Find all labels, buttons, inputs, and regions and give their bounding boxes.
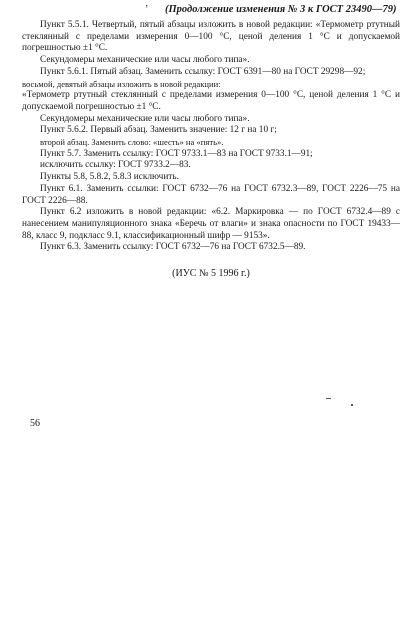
scan-speck — [351, 404, 353, 406]
paragraph: второй абзац. Заменить слово: «шесть» на «пять». — [40, 137, 224, 148]
document-body — [22, 20, 400, 280]
paragraph: Пункт 5.7. Заменить ссылку: ГОСТ 9733.1—83 на ГОСТ 9733.1—91; — [40, 148, 313, 159]
paragraph: восьмой, девятый абзацы изложить в новой редакции: — [22, 78, 221, 89]
paragraph: Секундомеры механические или часы любого типа». — [40, 55, 250, 66]
publication-note: (ИУС № 5 1996 г.) — [172, 268, 250, 280]
paragraph: Секундомеры механические или часы любого типа». — [40, 113, 250, 124]
paragraph: Пункт 6.2 изложить в новой редакции: «6.2. Маркировка — по ГОСТ 6732.4—89 с нанесением манипуляционного знака «Беречь от влаги» и знака опасности по ГОСТ 19433—88, класс 9, подкласс 9.1, классификационный шифр — 9153». — [22, 207, 400, 241]
running-header: (Продолжение изменения № 3 к ГОСТ 23490—79) — [165, 4, 397, 15]
page-number: 56 — [30, 418, 40, 429]
paragraph: Пункт 6.3. Заменить ссылку: ГОСТ 6732—76 на ГОСТ 6732.5—89. — [40, 242, 306, 253]
paragraph: Пункт 5.6.1. Пятый абзац. Заменить ссылку: ГОСТ 6391—80 на ГОСТ 29298—92; — [40, 66, 366, 77]
paragraph: Пункт 6.1. Заменить ссылки: ГОСТ 6732—76 на ГОСТ 6732.3—89, ГОСТ 2226—75 на ГОСТ 2226—88. — [22, 183, 400, 206]
scan-tick-mark: ʼ — [145, 4, 149, 15]
scan-speck — [326, 398, 331, 399]
paragraph: «Термометр ртутный стеклянный с пределами измерения 0—100 °С, ценой деления 1 °С и допускаемой погрешностью ±1 °С. — [22, 90, 400, 112]
paragraph: Пункт 5.5.1. Четвертый, пятый абзацы изложить в новой редакции: «Термометр ртутный стеклянный с пределами измерения 0—100 °С, ценой деления 1 °С и допускаемой погрешностью ±1 °С. — [22, 20, 400, 54]
paragraph: исключить ссылку: ГОСТ 9733.2—83. — [40, 160, 191, 171]
paragraph: Пункт 5.6.2. Первый абзац. Заменить значение: 12 г на 10 г; — [40, 125, 277, 136]
paragraph: Пункты 5.8, 5.8.2, 5.8.3 исключить. — [40, 172, 179, 183]
